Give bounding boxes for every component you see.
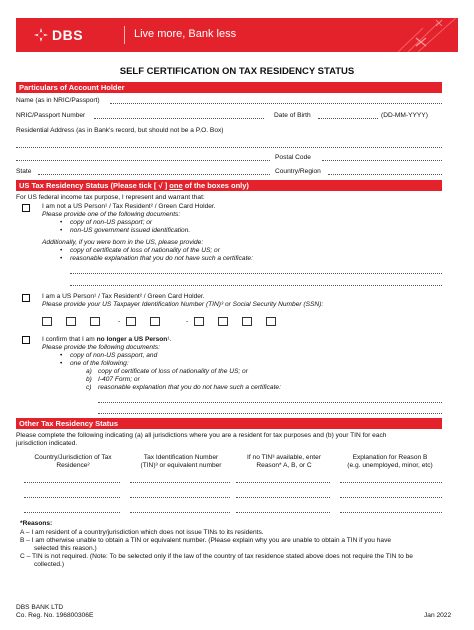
opt3-sub-b-letter: b) — [86, 376, 92, 383]
state-label: State — [16, 168, 32, 175]
other-tax-cell[interactable] — [24, 506, 120, 513]
tin-digit-box[interactable] — [266, 317, 276, 326]
reason-c-line2: collected.) — [34, 561, 65, 568]
opt2-line2: Please provide your US Taxpayer Identification Number (TIN)³ or Social Security Number (SSN): — [42, 301, 324, 308]
us-tax-heading-one: one — [169, 181, 183, 190]
reason-b-line2: selected this reason.) — [34, 545, 97, 552]
opt3-line1-bold: no longer a US Person — [96, 336, 168, 343]
checkbox-not-us-person[interactable] — [22, 204, 30, 212]
opt1-bullet2-2: reasonable explanation that you do not have such a certificate: — [70, 255, 253, 262]
other-tax-cell[interactable] — [236, 491, 330, 498]
section-heading-other-tax: Other Tax Residency Status — [16, 418, 442, 429]
other-tax-cell[interactable] — [340, 506, 442, 513]
nric-label: NRIC/Passport Number — [16, 112, 86, 119]
other-tax-cell[interactable] — [130, 491, 230, 498]
tin-digit-box[interactable] — [126, 317, 136, 326]
bullet-icon: • — [60, 255, 63, 262]
opt1-bullet-2: non-US government issued identification. — [70, 227, 191, 234]
col-header-explanation-2: (e.g. unemployed, minor, etc) — [347, 462, 433, 469]
col-header-explanation — [336, 454, 444, 470]
other-tax-intro-1: Please complete the following indicating (a) all jurisdictions where you are a resident for tax purposes and (b) your TIN for each — [16, 432, 387, 439]
col-header-reason-2: Reason* A, B, or C — [256, 462, 312, 469]
opt3-sub-a-letter: a) — [86, 368, 92, 375]
address-label: Residential Address (as in Bank's record, but should not be a P.O. Box) — [16, 127, 224, 134]
bullet-icon: • — [60, 352, 63, 359]
section-heading-us-tax — [16, 180, 442, 191]
tin-digit-box[interactable] — [242, 317, 252, 326]
nric-field[interactable] — [94, 112, 264, 119]
col-header-reason — [232, 454, 336, 470]
dbs-logo — [34, 27, 83, 43]
opt1-bullet2-1: copy of certificate of loss of nationality of the US; or — [70, 247, 220, 254]
footer-reg-no: Co. Reg. No. 196800306E — [16, 612, 94, 619]
other-tax-cell[interactable] — [340, 476, 442, 483]
opt1-explanation-line-1[interactable] — [70, 267, 442, 274]
tin-digit-box[interactable] — [194, 317, 204, 326]
opt3-sub-a: copy of certificate of loss of nationality of the US; or — [98, 368, 248, 375]
col-header-country-1: Country/Jurisdiction of Tax — [34, 454, 112, 461]
tin-digit-box[interactable] — [66, 317, 76, 326]
col-header-country-2: Residence² — [56, 462, 90, 469]
other-tax-intro-2: jurisdiction indicated. — [16, 440, 78, 447]
tin-digit-box[interactable] — [42, 317, 52, 326]
opt3-explanation-line-2[interactable] — [98, 407, 442, 414]
state-field[interactable] — [38, 168, 270, 175]
col-header-reason-1: If no TIN³ available, enter — [247, 454, 321, 461]
reason-a: A – I am resident of a country/jurisdiction which does not issue TINs to its residents. — [20, 529, 264, 536]
name-field[interactable] — [110, 97, 442, 104]
tin-dash-2: - — [186, 318, 189, 325]
opt3-sub-b: I-407 Form; or — [98, 376, 140, 383]
us-tax-heading-pre: US Tax Residency Status (Please tick [ √ ] — [19, 181, 168, 190]
document-title: SELF CERTIFICATION ON TAX RESIDENCY STATUS — [119, 66, 355, 77]
footer-date: Jan 2022 — [424, 612, 452, 619]
opt3-bullet-1: copy of non-US passport, and — [70, 352, 158, 359]
postal-code-label: Postal Code — [275, 154, 311, 161]
bullet-icon: • — [60, 227, 63, 234]
other-tax-cell[interactable] — [130, 476, 230, 483]
other-tax-cell[interactable] — [340, 491, 442, 498]
address-line-2[interactable] — [16, 154, 270, 161]
opt3-sub-c-letter: c) — [86, 384, 92, 391]
postal-code-field[interactable] — [322, 154, 442, 161]
tin-digit-box[interactable] — [218, 317, 228, 326]
dob-label: Date of Birth — [274, 112, 311, 119]
tagline: Live more, Bank less — [134, 28, 237, 40]
other-tax-cell[interactable] — [130, 506, 230, 513]
col-header-explanation-1: Explanation for Reason B — [352, 454, 428, 461]
col-header-country — [20, 454, 126, 470]
col-header-tin-1: Tax Identification Number — [143, 454, 219, 461]
bullet-icon: • — [60, 219, 63, 226]
opt3-explanation-line-1[interactable] — [98, 396, 442, 403]
opt3-line2: Please provide the following documents: — [42, 344, 161, 351]
bullet-icon: • — [60, 360, 63, 367]
tin-digit-box[interactable] — [150, 317, 160, 326]
other-tax-cell[interactable] — [24, 476, 120, 483]
footer-company: DBS BANK LTD — [16, 604, 64, 611]
us-tax-intro: For US federal income tax purpose, I represent and warrant that: — [16, 194, 205, 201]
col-header-tin-2: (TIN)³ or equivalent number — [140, 462, 222, 469]
reasons-heading: *Reasons: — [20, 520, 53, 527]
section-heading-particulars: Particulars of Account Holder — [16, 82, 442, 93]
col-header-tin — [128, 454, 234, 470]
opt1-line1: I am not a US Person¹ / Tax Resident² / Green Card Holder. — [42, 203, 216, 210]
header-banner — [16, 18, 458, 52]
checkbox-us-person[interactable] — [22, 294, 30, 302]
opt1-bullet-1: copy of non-US passport; or — [70, 219, 153, 226]
country-label: Country/Region — [275, 168, 321, 175]
other-tax-cell[interactable] — [236, 476, 330, 483]
reason-b-line1: B – I am otherwise unable to obtain a TIN or equivalent number. (Please explain why you are unable to obtain a TIN if you have — [20, 537, 392, 544]
tin-digit-box[interactable] — [90, 317, 100, 326]
opt3-bullet-2: one of the following: — [70, 360, 129, 367]
opt2-line1: I am a US Person¹ / Tax Resident² / Green Card Holder. — [42, 293, 205, 300]
us-tax-heading-post: of the boxes only) — [184, 181, 249, 190]
dob-format: (DD-MM-YYYY) — [381, 112, 428, 119]
name-label: Name (as in NRIC/Passport) — [16, 97, 100, 104]
other-tax-cell[interactable] — [236, 506, 330, 513]
opt3-line1-post: ¹. — [167, 336, 172, 343]
opt3-sub-c: reasonable explanation that you do not have such a certificate: — [98, 384, 281, 391]
checkbox-no-longer-us-person[interactable] — [22, 336, 30, 344]
country-field[interactable] — [328, 168, 442, 175]
dbs-star-icon — [34, 28, 48, 42]
opt1-explanation-line-2[interactable] — [70, 279, 442, 286]
tin-dash-1: - — [118, 318, 121, 325]
address-line-1[interactable] — [16, 141, 442, 148]
other-tax-cell[interactable] — [24, 491, 120, 498]
reason-c-line1: C – TIN is not required. (Note: To be selected only if the law of the country of tax residence stated above does not require the TIN to be — [20, 553, 413, 560]
logo-text: DBS — [52, 27, 84, 43]
banner-divider — [124, 26, 125, 44]
opt1-line3: Additionally, if you were born in the US, please provide: — [42, 239, 204, 246]
opt1-line2: Please provide one of the following documents: — [42, 211, 181, 218]
opt3-line1-pre: I confirm that I am — [42, 336, 95, 343]
dob-field[interactable] — [318, 112, 378, 119]
banner-decoration — [378, 18, 458, 52]
bullet-icon: • — [60, 247, 63, 254]
opt3-line1 — [42, 336, 171, 344]
